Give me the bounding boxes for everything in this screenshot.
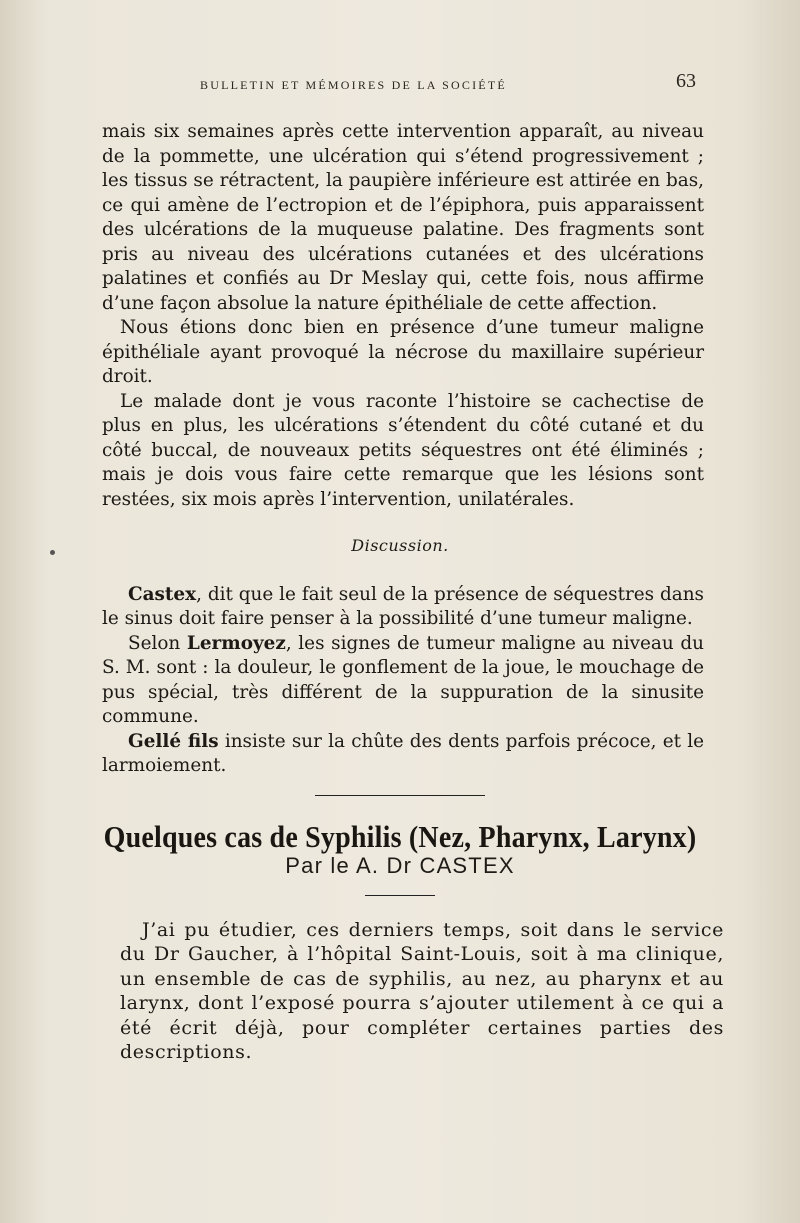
running-head: BULLETIN ET MÉMOIRES DE LA SOCIÉTÉ [200, 78, 507, 92]
speaker-name: Castex [128, 583, 197, 605]
body-paragraph: Le malade dont je vous raconte l’histoire se cachectise de plus en plus, les ulcérations s’étendent du côté cutané et du côté buccal, de nouveaux petits séquestres ont été éliminés ; mais je dois vous faire cette remarque que les lésions sont restées, six mois après l’intervention, unilatérales. [102, 390, 704, 510]
discussion-text: insiste sur la chûte des dents parfois précoce, et le larmoiement. [102, 730, 704, 776]
title-divider [365, 895, 435, 896]
article-byline: Par le A. Dr CASTEX [285, 853, 515, 878]
article-title: Quelques cas de Syphilis (Nez, Pharynx, Larynx) [103, 819, 697, 854]
article-intro: J’ai pu étudier, ces derniers temps, soit dans le service du Dr Gaucher, à l’hôpital Saint-Louis, soit à ma clinique, un ensemble de cas de syphilis, au nez, au pharynx et au larynx, dont l’exposé pourra s’ajouter utilement à ce qui a été écrit déjà, pour compléter certaines parties des descriptions. [120, 918, 724, 1063]
page-header [0, 66, 800, 106]
discussion-prefix: Selon [128, 632, 187, 654]
discussion-section [0, 583, 800, 779]
section-divider [315, 795, 485, 796]
page-number: 63 [676, 70, 696, 92]
speaker-name: Lermoyez [186, 632, 286, 654]
body-paragraph: mais six semaines après cette intervention apparaît, au niveau de la pommette, une ulcération qui s’étend progressivement ; les tissus se rétractent, la paupière inférieure est attirée en bas, ce qui amène de l’ectropion et de l’épiphora, puis apparaissent des ulcérations de la muqueuse palatine. Des fragments sont pris au niveau des ulcérations cutanées et des ulcérations palatines et confiés au Dr Meslay qui, cette fois, nous affirme d’une façon absolue la nature épithéliale de cette affection. [102, 121, 704, 314]
discussion-text: , les signes de tumeur maligne au niveau du S. M. sont : la douleur, le gonflement de la joue, le mouchage de pus spécial, très différent de la suppuration de la sinusite commune. [102, 632, 704, 727]
discussion-item [102, 583, 704, 632]
discussion-item [102, 730, 704, 779]
discussion-text: , dit que le fait seul de la présence de séquestres dans le sinus doit faire penser à la possibilité d’une tumeur maligne. [102, 583, 704, 629]
speaker-name: Gellé fils [128, 730, 219, 752]
body-paragraph: Nous étions donc bien en présence d’une tumeur maligne épithéliale ayant provoqué la nécrose du maxillaire supérieur droit. [102, 317, 704, 387]
discussion-item [102, 632, 704, 730]
discussion-heading: Discussion. [351, 536, 449, 555]
page-text [0, 120, 800, 1065]
